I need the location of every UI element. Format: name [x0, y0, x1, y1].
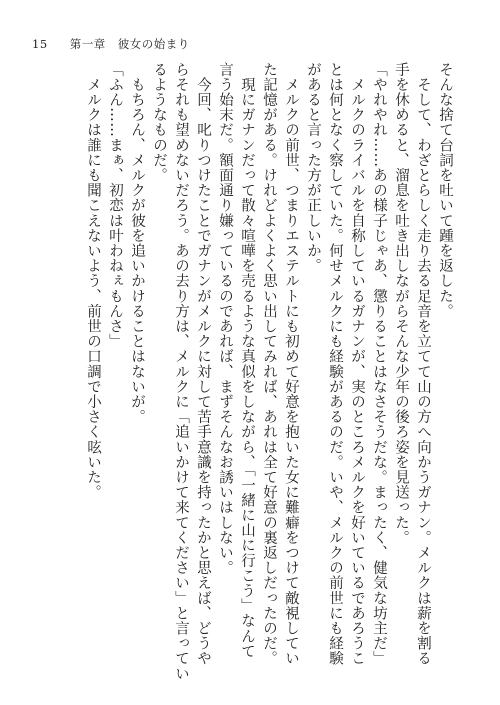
text-line: 「ふん……まぁ、初恋は叶わねぇもんさ」 — [107, 62, 123, 349]
text-line: メルクのライバルを自称しているガナンが、実のところメルクを好いているであろうこ — [349, 62, 365, 666]
text-line: らそれも望めないだろう。あの去り方は、メルクに「追いかけて来てください」と言ってい — [173, 62, 189, 682]
text-line: 手を休めると、溜息を吐き出しながらそんな少年の後ろ姿を見送った。 — [393, 62, 409, 546]
text-line: そして、わざとらしく走り去る足音を立てて山の方へ向かうガナン。メルクは薪を割る — [415, 62, 431, 666]
text-line: とは何となく察していた。何せメルクにも経験があるのだ。いや、メルクの前世にも経験 — [327, 62, 343, 666]
text-line: 「やれやれ……あの様子じゃあ、懲りることはなさそうだな。まったく、健気な坊主だ」 — [371, 62, 387, 666]
text-line: 今回、叱りつけたことでガナンがメルクに対して苦手意識を持ったかと思えば、どうや — [195, 62, 211, 666]
text-line: るようなものだ。 — [151, 62, 167, 183]
text-line: があると言った方が正しいか。 — [305, 62, 321, 274]
page-number: 15 — [32, 37, 48, 51]
text-line: 言う始末だ。額面通り嫌っているのであれば、まずそんなお誘いはしない。 — [217, 62, 233, 576]
text-line: た記憶がある。けれどよくよく思い出してみれば、あれは全て好意の裏返しだったのだ。 — [261, 62, 277, 666]
text-line: メルクは誰にも聞こえないよう、前世の口調で小さく呟いた。 — [85, 62, 101, 500]
text-line: メルクの前世、つまりエステルトにも初めて好意を抱いた女に難癖をつけて敵視してい — [283, 62, 299, 666]
running-header — [32, 36, 190, 50]
vertical-body-text — [85, 62, 456, 682]
text-line: もちろん、メルクが彼を追いかけることはないが。 — [129, 62, 145, 425]
text-line: 現にガナンだって散々喧嘩を売るような真似をしながら、「一緒に山に行こう」なんて — [239, 62, 255, 659]
text-line: そんな捨て台詞を吐いて踵を返した。 — [437, 62, 453, 319]
chapter-title: 第一章 彼女の始まり — [69, 37, 190, 51]
